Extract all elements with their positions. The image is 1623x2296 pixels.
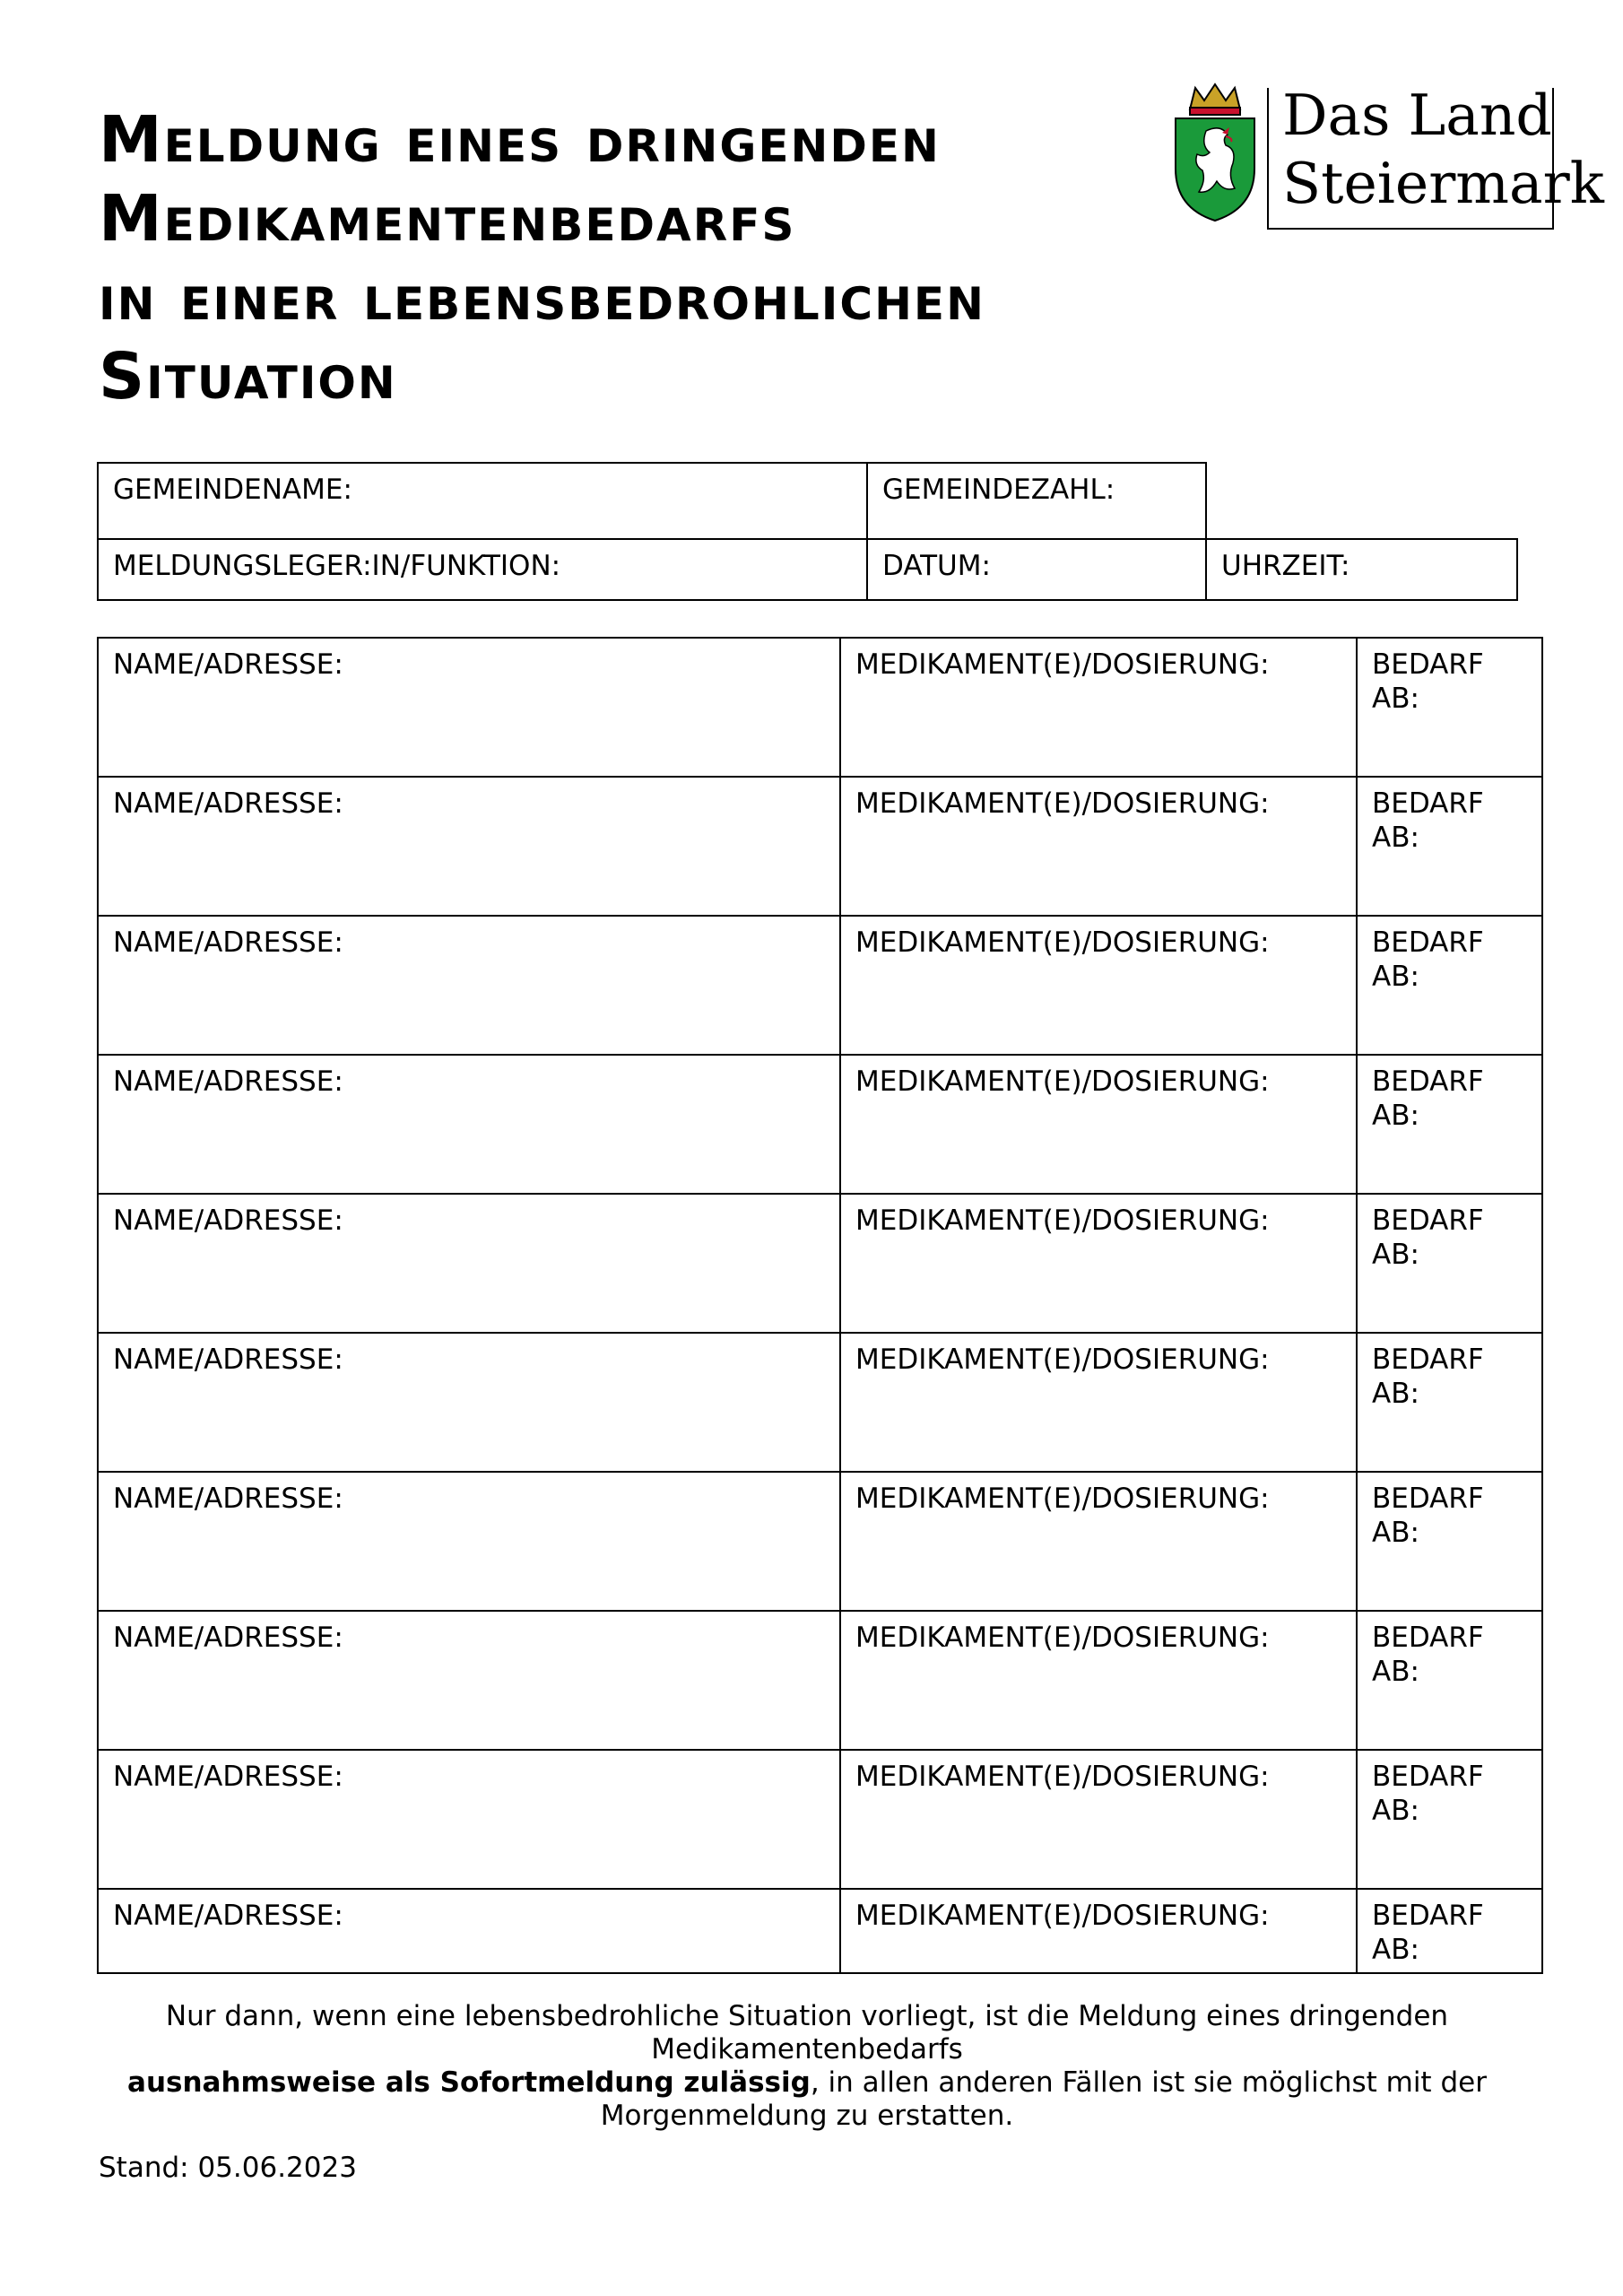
needed-from-label: BEDARF AB: (1372, 1483, 1484, 1549)
gemeindename-field[interactable] (97, 462, 868, 540)
name-address-field[interactable] (97, 915, 841, 1056)
name-address-field[interactable] (97, 1610, 841, 1751)
medication-dosage-field[interactable] (839, 915, 1358, 1056)
medication-dosage-field[interactable] (839, 1888, 1358, 1974)
logo-text-das-land: Das Land (1282, 83, 1552, 148)
medication-dosage-field[interactable] (839, 1054, 1358, 1195)
name-address-field[interactable] (97, 1054, 841, 1195)
needed-from-label: BEDARF AB: (1372, 787, 1484, 854)
gemeindename-label: GEMEINDENAME: (113, 474, 352, 506)
name-address-field[interactable] (97, 1332, 841, 1473)
footnote-text: , in allen anderen Fällen ist sie möglichst mit der Morgenmeldung zu erstatten. (600, 2066, 1487, 2132)
medication-dosage-field[interactable] (839, 1749, 1358, 1890)
medication-dosage-field[interactable] (839, 1610, 1358, 1751)
steiermark-panther-crest-icon (1170, 83, 1260, 222)
needed-from-label: BEDARF AB: (1372, 1344, 1484, 1410)
uhrzeit-field[interactable] (1205, 538, 1518, 601)
needed-from-field[interactable] (1356, 776, 1543, 917)
needed-from-field[interactable] (1356, 1054, 1543, 1195)
medication-dosage-label: MEDIKAMENT(E)/DOSIERUNG: (855, 648, 1270, 681)
name-address-label: NAME/ADRESSE: (113, 1761, 343, 1793)
name-address-field[interactable] (97, 1749, 841, 1890)
name-address-field[interactable] (97, 1471, 841, 1612)
page-title (99, 100, 1157, 416)
needed-from-field[interactable] (1356, 1332, 1543, 1473)
land-steiermark-logo (1170, 79, 1604, 240)
title-line: Situation (99, 339, 397, 413)
medication-dosage-field[interactable] (839, 1332, 1358, 1473)
name-address-label: NAME/ADRESSE: (113, 648, 343, 681)
name-address-label: NAME/ADRESSE: (113, 1483, 343, 1515)
needed-from-field[interactable] (1356, 637, 1543, 778)
name-address-label: NAME/ADRESSE: (113, 1065, 343, 1098)
needed-from-label: BEDARF AB: (1372, 648, 1484, 715)
name-address-label: NAME/ADRESSE: (113, 1205, 343, 1237)
revision-date: Stand: 05.06.2023 (99, 2152, 357, 2184)
name-address-field[interactable] (97, 776, 841, 917)
medication-dosage-label: MEDIKAMENT(E)/DOSIERUNG: (855, 1065, 1270, 1098)
datum-field[interactable] (866, 538, 1207, 601)
medication-dosage-label: MEDIKAMENT(E)/DOSIERUNG: (855, 1344, 1270, 1376)
needed-from-field[interactable] (1356, 1888, 1543, 1974)
title-line: Medikamentenbedarfs (99, 181, 796, 256)
needed-from-field[interactable] (1356, 1193, 1543, 1334)
needed-from-field[interactable] (1356, 1749, 1543, 1890)
needed-from-field[interactable] (1356, 1471, 1543, 1612)
medication-dosage-label: MEDIKAMENT(E)/DOSIERUNG: (855, 1900, 1270, 1932)
needed-from-label: BEDARF AB: (1372, 1622, 1484, 1688)
needed-from-label: BEDARF AB: (1372, 1900, 1484, 1966)
name-address-field[interactable] (97, 1193, 841, 1334)
medication-dosage-label: MEDIKAMENT(E)/DOSIERUNG: (855, 1622, 1270, 1654)
medication-dosage-label: MEDIKAMENT(E)/DOSIERUNG: (855, 1761, 1270, 1793)
medication-dosage-label: MEDIKAMENT(E)/DOSIERUNG: (855, 926, 1270, 959)
footnote (99, 2000, 1515, 2133)
meldungsleger-label: MELDUNGSLEGER:IN/FUNKTION: (113, 550, 561, 582)
medication-dosage-field[interactable] (839, 1471, 1358, 1612)
needed-from-field[interactable] (1356, 915, 1543, 1056)
needed-from-label: BEDARF AB: (1372, 1065, 1484, 1132)
title-line: in einer lebensbedrohlichen (99, 260, 985, 335)
medication-dosage-field[interactable] (839, 637, 1358, 778)
name-address-field[interactable] (97, 1888, 841, 1974)
medication-dosage-label: MEDIKAMENT(E)/DOSIERUNG: (855, 1483, 1270, 1515)
logo-text-steiermark: Steiermark (1282, 151, 1604, 216)
needed-from-label: BEDARF AB: (1372, 926, 1484, 993)
medication-dosage-field[interactable] (839, 1193, 1358, 1334)
gemeindezahl-label: GEMEINDEZAHL: (882, 474, 1115, 506)
footnote-emphasis: ausnahmsweise als Sofortmeldung zulässig (127, 2066, 811, 2099)
name-address-label: NAME/ADRESSE: (113, 1622, 343, 1654)
title-line: Meldung eines dringenden (99, 102, 941, 177)
needed-from-label: BEDARF AB: (1372, 1205, 1484, 1271)
uhrzeit-label: UHRZEIT: (1221, 550, 1350, 582)
name-address-label: NAME/ADRESSE: (113, 1344, 343, 1376)
medication-dosage-label: MEDIKAMENT(E)/DOSIERUNG: (855, 787, 1270, 820)
needed-from-field[interactable] (1356, 1610, 1543, 1751)
footnote-text: Nur dann, wenn eine lebensbedrohliche Situation vorliegt, ist die Meldung eines dringenden Medikamentenbedarfs (165, 2000, 1449, 2066)
name-address-label: NAME/ADRESSE: (113, 787, 343, 820)
name-address-label: NAME/ADRESSE: (113, 926, 343, 959)
gemeindezahl-field[interactable] (866, 462, 1207, 540)
name-address-label: NAME/ADRESSE: (113, 1900, 343, 1932)
medication-dosage-field[interactable] (839, 776, 1358, 917)
name-address-field[interactable] (97, 637, 841, 778)
datum-label: DATUM: (882, 550, 991, 582)
meldungsleger-field[interactable] (97, 538, 868, 601)
medication-dosage-label: MEDIKAMENT(E)/DOSIERUNG: (855, 1205, 1270, 1237)
needed-from-label: BEDARF AB: (1372, 1761, 1484, 1827)
